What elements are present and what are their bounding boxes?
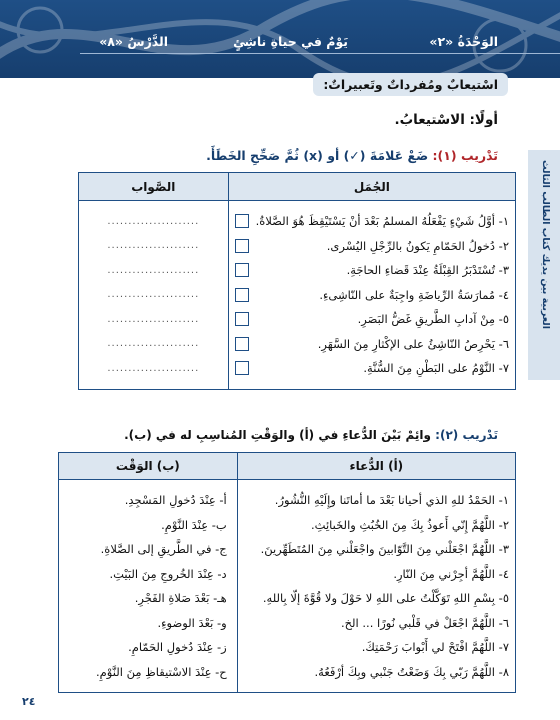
answer-checkbox[interactable] — [235, 263, 249, 277]
sentence-row — [229, 234, 515, 259]
dua-item: ٣- اللَّهُمَّ اجْعَلْني مِنَ التَّوّابينَ واجْعَلْني مِنَ المُتَطَهِّرينَ. — [260, 542, 509, 557]
dua-item: ٨- اللَّهُمَّ رَبّي بِكَ وَضَعْتُ جَنْبي وبِكَ أرْفَعُهُ. — [314, 664, 509, 679]
sentence-text: ٣- تُسْتَدْبَرُ القِبْلَةُ عِنْدَ قَضاءِ الحاجَةِ. — [346, 263, 509, 278]
unit-label: الوَحْدَةُ «٢» — [429, 33, 498, 49]
answer-checkbox[interactable] — [235, 214, 249, 228]
answer-checkbox[interactable] — [235, 239, 249, 253]
exercise2-instruction: وائِمْ بَيْنَ الدُّعاءِ في (أ) والوَقْتِ المُناسِبِ له في (ب). — [124, 428, 431, 442]
correction-blank[interactable]: ...................... — [107, 240, 200, 252]
col-sentences-header: الجُمَل — [228, 173, 515, 201]
header-rule — [80, 53, 560, 54]
sentence-text: ١- أوَّلُ شَيْءٍ يَفْعَلُهُ المسلمُ بَعْدَ أنْ يَسْتَيْقِظَ هُوَ الصَّلاةُ. — [255, 214, 509, 229]
corrections-cell — [79, 201, 229, 390]
time-item: و- بَعْدَ الوضوءِ. — [157, 615, 227, 630]
col-correction-header: الصَّواب — [79, 173, 229, 201]
side-tab — [528, 150, 560, 380]
sentence-row — [229, 332, 515, 357]
answer-checkbox[interactable] — [235, 337, 249, 351]
sentence-row — [229, 307, 515, 332]
answer-checkbox[interactable] — [235, 312, 249, 326]
times-cell — [59, 480, 238, 693]
exercise2-title — [124, 428, 498, 442]
side-tab-text: العربية بين يديك كتاب الطالب الثالث — [540, 160, 551, 329]
sentence-row — [229, 209, 515, 234]
dua-item: ١- الحَمْدُ للهِ الذي أحيانا بَعْدَ ما أماتَنا وإِلَيْهِ النُّشُورُ. — [274, 493, 509, 508]
sentence-row — [229, 356, 515, 381]
page-number: ٢٤ — [22, 695, 36, 708]
time-item: ح- عِنْدَ الاسْتيقاظِ مِنَ النَّوْمِ. — [96, 664, 227, 679]
time-item: ب- عِنْدَ النَّوْمِ. — [161, 517, 227, 532]
sentence-row — [229, 258, 515, 283]
dua-item: ٢- اللَّهُمَّ إِنّي أَعوذُ بِكَ مِنَ الخُبُثِ والخَبائِثِ. — [311, 517, 509, 532]
time-item: د- عِنْدَ الخُروجِ مِنَ البَيْتِ. — [109, 566, 227, 581]
dua-item: ٥- بِسْمِ اللهِ تَوَكَّلْتُ على اللهِ لا حَوْلَ ولا قُوَّةَ إلّا بِاللهِ. — [262, 591, 509, 606]
exercise2-table — [58, 452, 516, 693]
dua-item: ٤- اللَّهُمَّ أجِرْني مِنَ النّارِ. — [393, 566, 509, 581]
sentences-cell — [228, 201, 515, 390]
col-time-header: (ب) الوَقْت — [59, 453, 238, 480]
sentence-text: ٦- يَحْرِصُ النّاشِئُ على الإكْثارِ مِنَ السَّهَرِ. — [317, 336, 509, 351]
sentence-text: ٤- مُمارَسَةُ الرِّياضَةِ واجِبَةٌ على النّاشِىءِ. — [319, 287, 509, 302]
answer-checkbox[interactable] — [235, 288, 249, 302]
sentence-text: ٢- دُخولُ الحَمّامِ يَكونُ بالرِّجْلِ اليُسْرى. — [326, 238, 509, 253]
answer-checkbox[interactable] — [235, 361, 249, 375]
part1-heading: أولًا: الاسْتيعابُ. — [394, 112, 498, 128]
exercise1-label: تَدْريب (١): — [432, 148, 498, 163]
exercise1-table — [78, 172, 516, 390]
correction-blank[interactable]: ...................... — [107, 215, 200, 227]
sentence-row — [229, 283, 515, 308]
exercise2-label: تَدْريب (٢): — [435, 428, 498, 442]
header-row — [0, 30, 560, 52]
correction-blank[interactable]: ...................... — [107, 338, 200, 350]
time-item: ز- عِنْدَ دُخولِ الحَمّامِ. — [128, 640, 227, 655]
sentence-text: ٧- النَّوْمُ على البَطْنِ مِنَ السُّنَّةِ. — [363, 361, 509, 376]
time-item: هـ- بَعْدَ صَلاةِ الفَجْرِ. — [134, 591, 227, 606]
time-item: ج- في الطَّريقِ إلى الصَّلاةِ. — [100, 542, 227, 557]
time-item: أ- عِنْدَ دُخولِ المَسْجِدِ. — [124, 493, 227, 508]
page-header-band — [0, 0, 560, 78]
exercise1-title — [206, 148, 498, 163]
correction-blank[interactable]: ...................... — [107, 264, 200, 276]
duas-cell — [237, 480, 515, 693]
exercise1-instruction: ضَعْ عَلامَةَ (✓) أو (x) ثُمَّ صَحِّحِ الخَطَأَ. — [206, 148, 429, 163]
lesson-label: الدَّرْسُ «٨» — [99, 33, 168, 49]
dua-item: ٦- اللَّهُمَّ اجْعَلْ في قَلْبي نُورًا ... الخ. — [340, 615, 509, 630]
chapter-title: يَوْمٌ في حياةِ ناشِئٍ — [233, 33, 348, 49]
correction-blank[interactable]: ...................... — [107, 313, 200, 325]
section-title: اسْتيعابٌ ومُفرداتٌ وتَعبيراتٌ: — [313, 73, 508, 96]
sentence-text: ٥- مِنْ آدابِ الطَّريقِ غَضُّ البَصَرِ. — [357, 312, 509, 327]
correction-blank[interactable]: ...................... — [107, 289, 200, 301]
correction-blank[interactable]: ...................... — [107, 362, 200, 374]
dua-item: ٧- اللَّهُمَّ افْتَحْ لي أَبْوابَ رَحْمَتِكَ. — [361, 640, 509, 655]
col-dua-header: (أ) الدُّعاء — [237, 453, 515, 480]
